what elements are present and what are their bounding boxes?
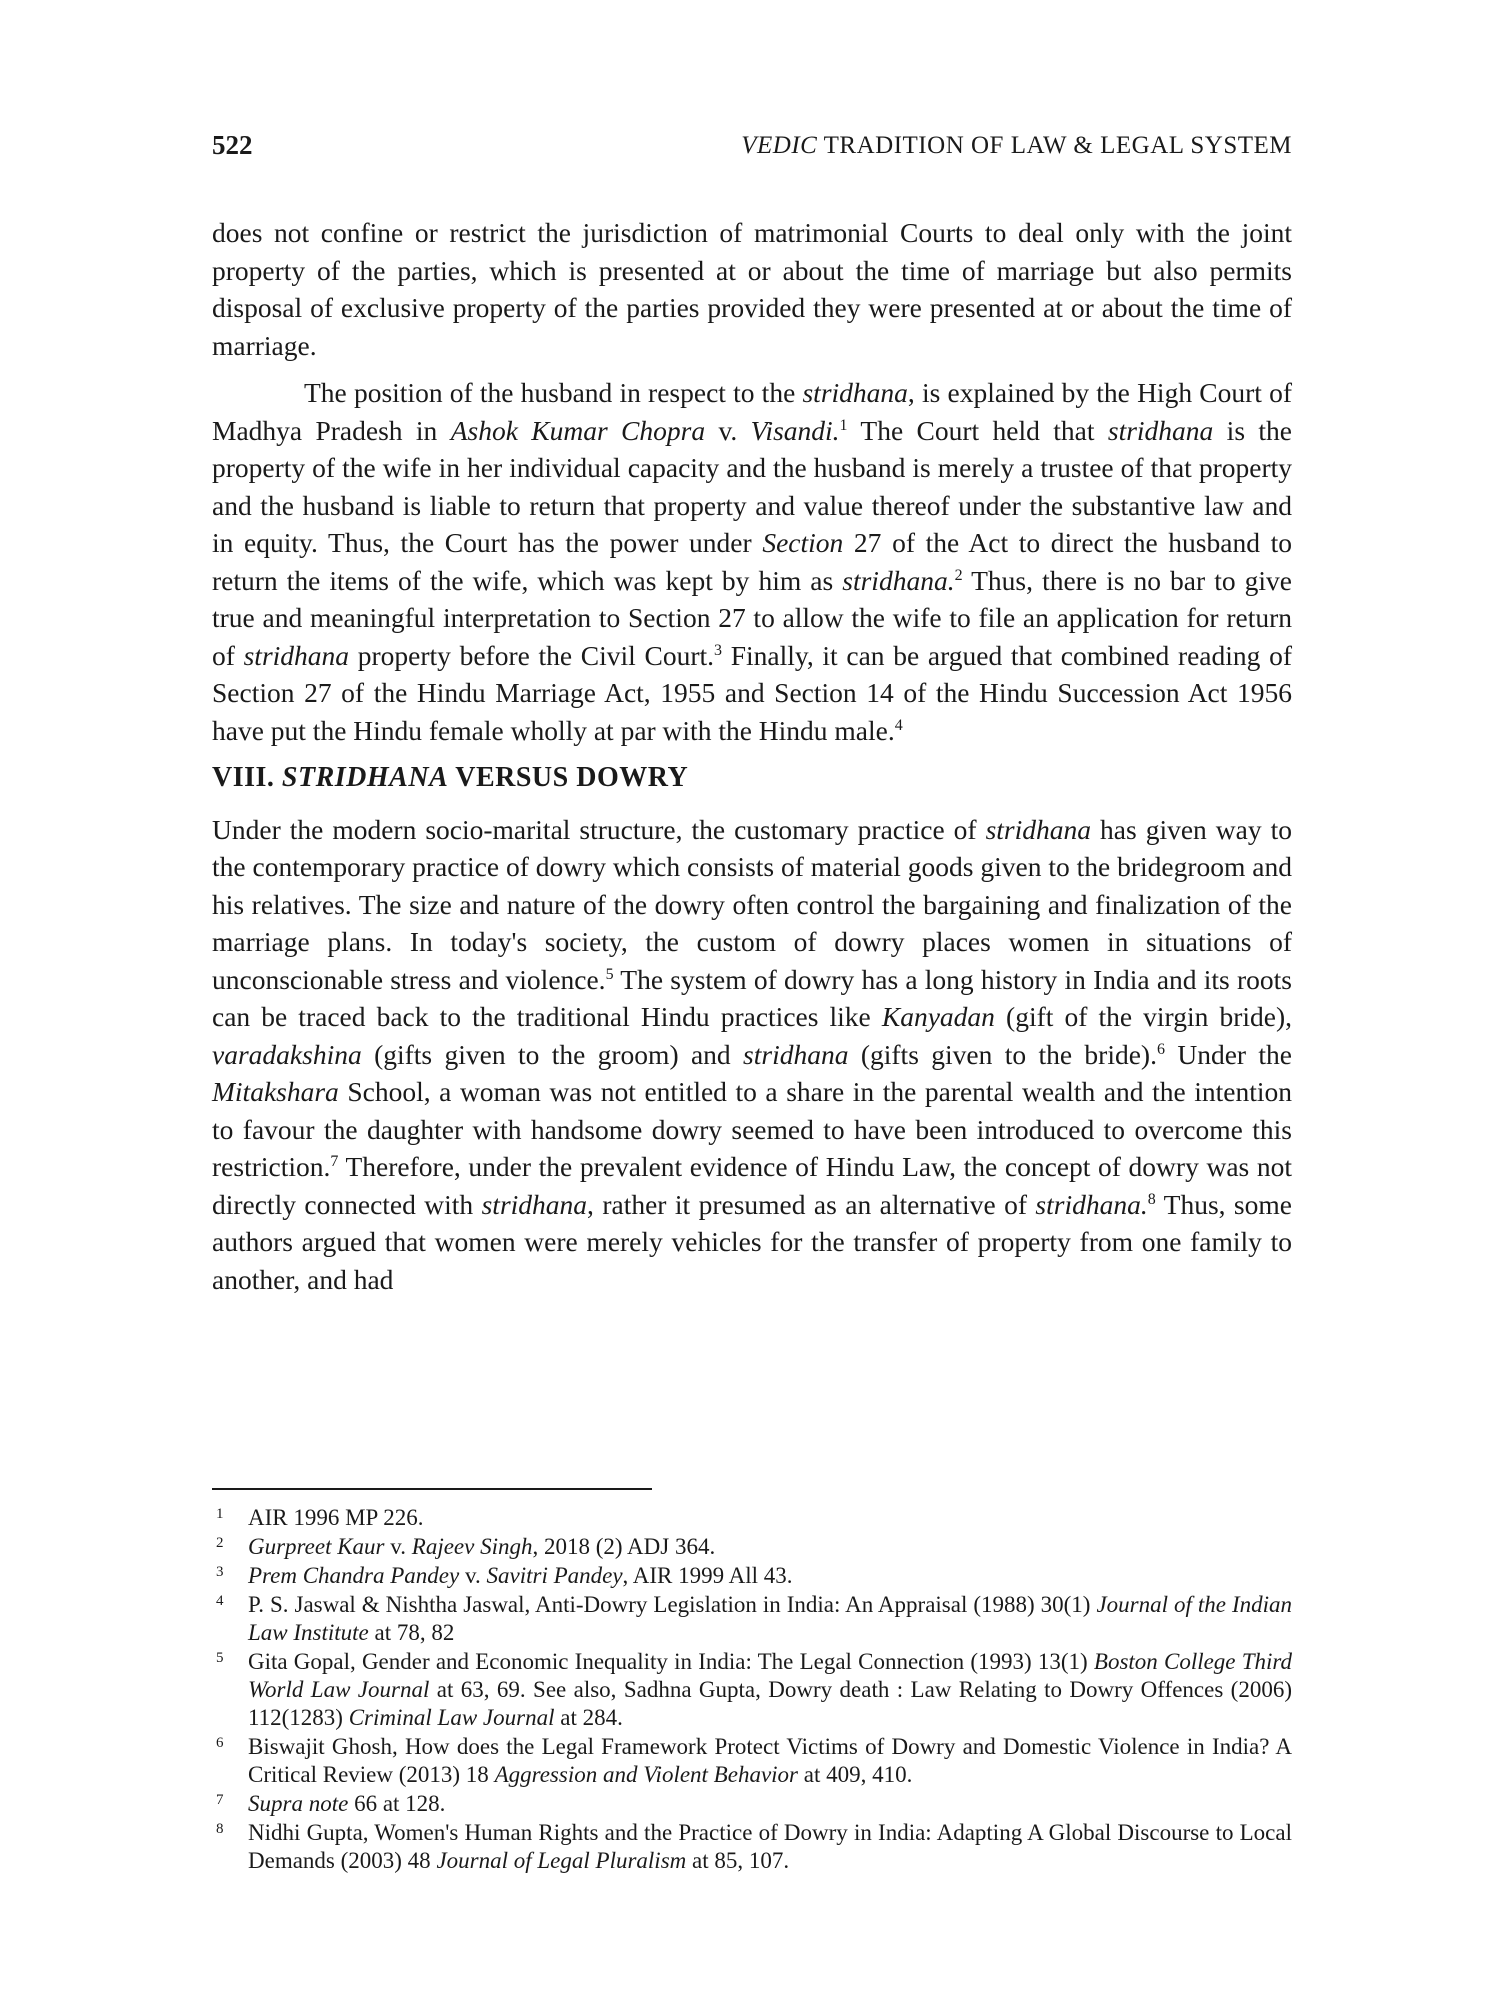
text-run: Thus, some authors argued that women were merely vehicles for the transfer of property from one family to another, and had (212, 1188, 1292, 1295)
case-name: Prem Chandra Pandey (248, 1563, 460, 1588)
footnote-2 (212, 1533, 1292, 1561)
italic-term: stridhana (802, 377, 908, 408)
text-run: 27 of the Act to direct the husband to return the items of the wife, which was kept by him as (212, 527, 1293, 596)
text-run: , rather it presumed as an alternative of (587, 1188, 1036, 1220)
case-name: Gurpreet Kaur (248, 1534, 385, 1559)
footnote-7 (212, 1790, 1292, 1818)
footnotes (212, 1504, 1292, 1876)
text-run: Nidhi Gupta, Women's Human Rights and the Practice of Dowry in India: Adapting A Global Discourse to Local Demands (2003) 48 (248, 1820, 1292, 1873)
text-run: The Court held that (847, 414, 1108, 446)
text-run: property before the Civil Court. (349, 639, 715, 671)
text-run: (gifts given to the groom) and (361, 1038, 744, 1070)
text-run: The position of the husband in respect to the (304, 377, 803, 408)
journal-name: Journal of Legal Pluralism (436, 1848, 687, 1873)
text-run: v. (384, 1534, 412, 1559)
text-run: Biswajit Ghosh, How does the Legal Framework Protect Victims of Dowry and Domestic Violence in India? A Critical Review (2013) 18 (248, 1734, 1292, 1787)
footnote-8 (212, 1819, 1292, 1875)
running-title (741, 132, 1292, 160)
journal-name: Journal of the Indian Law Institute (248, 1592, 1292, 1645)
page-number: 522 (212, 130, 253, 160)
footnote-1 (212, 1504, 1292, 1532)
text-run: at 284. (554, 1705, 623, 1730)
footnote-5 (212, 1648, 1292, 1732)
text-run: v. (459, 1563, 487, 1588)
footnote-ref[interactable]: 6 (1156, 1040, 1165, 1058)
text-run: , is explained by the High Court of Madhya Pradesh in (212, 377, 1292, 446)
text-run: , AIR 1999 All 43. (622, 1563, 793, 1588)
italic-term: stridhana (1107, 414, 1214, 446)
footnote-3 (212, 1562, 1292, 1590)
footnote-mark: 2 (216, 1535, 224, 1551)
italic-term: stridhana (743, 1038, 849, 1070)
page-header (212, 130, 1292, 170)
section-heading-rest: VERSUS DOWRY (448, 762, 689, 793)
text-run: P. S. Jaswal & Nishtha Jaswal, Anti-Dowry Legislation in India: An Appraisal (1988) 30(1) (248, 1592, 1097, 1617)
text-run: at 409, 410. (798, 1762, 913, 1787)
italic-term: stridhana (481, 1188, 588, 1220)
italic-term: varadakshina (212, 1038, 362, 1070)
footnote-mark: 7 (216, 1792, 224, 1808)
journal-name: Criminal Law Journal (348, 1705, 555, 1730)
text-run: Gita Gopal, Gender and Economic Inequality in India: The Legal Connection (1993) 13(1) (248, 1649, 1094, 1674)
italic-term: Kanyadan (881, 1001, 995, 1032)
footnote-mark: 8 (216, 1821, 224, 1837)
text-run: has given way to the contemporary practice of dowry which consists of material goods given to the bridegroom and his relatives. The size and nature of the dowry often control the bargaining and finalization of the marriage plans. In today's society, the custom of dowry places women in situations of unconscionable stress and violence. (212, 813, 1293, 995)
text-run: (gift of the virgin bride), (994, 1001, 1292, 1032)
text-run: at 85, 107. (686, 1848, 790, 1873)
text-run: , 2018 (2) ADJ 364. (532, 1534, 716, 1559)
journal-name: Boston College Third World Law Journal (248, 1649, 1292, 1702)
section-heading-italic: STRIDHANA (281, 762, 449, 793)
case-name: Ashok Kumar Chopra (450, 414, 706, 446)
text-run: is the property of the wife in her individual capacity and the husband is merely a trustee of that property and the husband is liable to return that property and value thereof under the substantive law and in equity. Thus, the Court has the power under (212, 414, 1292, 558)
text-run: Under the modern socio-marital structure, the customary practice of (212, 813, 986, 845)
footnote-ref[interactable]: 2 (954, 566, 963, 584)
paragraph-1: does not confine or restrict the jurisdiction of matrimonial Courts to deal only with the joint property of the parties, which is presented at or about the time of marriage but also permits disposal of exclusive property of the parties provided they were presented at or about the time of marriage. (212, 217, 1292, 361)
running-title-italic: VEDIC (741, 132, 818, 159)
text-run: 66 at 128. (348, 1791, 446, 1816)
footnote-6 (212, 1733, 1292, 1789)
footnote-mark: 5 (216, 1650, 224, 1666)
italic-term: Mitakshara (212, 1076, 339, 1107)
footnote-mark: 6 (216, 1735, 224, 1751)
text-run: School, a woman was not entitled to a share in the parental wealth and the intention to favour the daughter with handsome dowry seemed to have been introduced to overcome this restriction. (212, 1076, 1292, 1182)
footnote-ref[interactable]: 1 (839, 416, 848, 434)
text-run: Under the (1164, 1038, 1293, 1070)
case-name: Savitri Pandey (486, 1563, 623, 1588)
footnote-ref[interactable]: 5 (605, 965, 614, 983)
footnote-ref[interactable]: 3 (714, 641, 723, 659)
paragraph-2 (212, 374, 1292, 749)
text-run: v. (705, 414, 751, 446)
text-run: at 63, 69. See also, Sadhna Gupta, Dowry death : Law Relating to Dowry Offences (2006) 112(1283) (248, 1677, 1292, 1730)
footnote-mark: 4 (216, 1593, 224, 1609)
body-text (212, 214, 1292, 1308)
journal-name: Aggression and Violent Behavior (494, 1762, 798, 1787)
italic-term: stridhana (243, 639, 350, 671)
case-name: Rajeev Singh (411, 1534, 533, 1559)
running-title-rest: TRADITION OF LAW & LEGAL SYSTEM (817, 132, 1292, 159)
footnote-ref[interactable]: 4 (894, 716, 903, 734)
section-heading (212, 759, 1292, 797)
italic-term: stridhana. (842, 564, 955, 596)
italic-term: stridhana (985, 813, 1092, 845)
footnote-ref[interactable]: 8 (1147, 1190, 1156, 1208)
paragraph-3 (212, 811, 1292, 1299)
section-numeral: VIII. (212, 762, 282, 793)
footnote-4 (212, 1591, 1292, 1647)
italic-term: stridhana. (1035, 1188, 1148, 1220)
text-run: The system of dowry has a long history in India and its roots can be traced back to the traditional Hindu practices like (212, 963, 1292, 1032)
text-run: at 78, 82 (368, 1620, 455, 1645)
footnote-ref[interactable]: 7 (330, 1152, 339, 1170)
text-run: Therefore, under the prevalent evidence of Hindu Law, the concept of dowry was not directly connected with (212, 1151, 1292, 1220)
footnote-mark: 3 (216, 1564, 224, 1580)
text-run: Thus, there is no bar to give true and meaningful interpretation to Section 27 to allow the wife to file an application for return of (212, 564, 1292, 671)
text-run: Finally, it can be argued that combined reading of Section 27 of the Hindu Marriage Act, 1955 and Section 14 of the Hindu Succession Act 1956 have put the Hindu female wholly at par with the Hindu male. (212, 639, 1292, 746)
text-run: (gifts given to the bride). (848, 1038, 1157, 1070)
italic-term: Supra note (248, 1791, 349, 1816)
footnote-divider (212, 1488, 652, 1490)
case-name: Visandi. (750, 414, 840, 446)
italic-term: Section (762, 527, 844, 558)
footnote-text: AIR 1996 MP 226. (248, 1505, 424, 1530)
footnote-mark: 1 (216, 1506, 224, 1522)
